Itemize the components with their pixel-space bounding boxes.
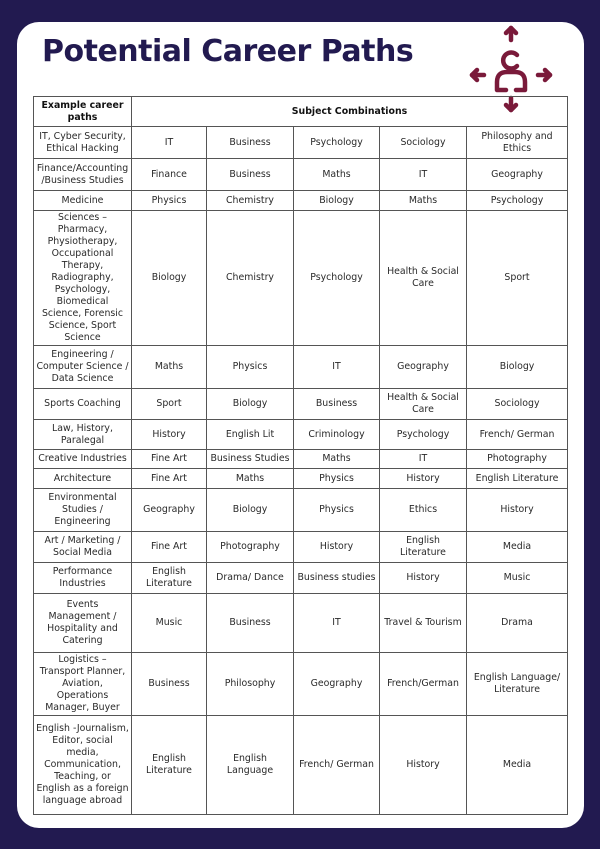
subject-cell: Physics — [294, 489, 380, 532]
subject-cell: English Language — [207, 716, 294, 815]
subject-cell: History — [380, 469, 467, 489]
table-row — [34, 346, 568, 389]
subject-cell: English Lit — [207, 420, 294, 450]
table-row — [34, 420, 568, 450]
table-row — [34, 127, 568, 159]
subject-cell: Sociology — [380, 127, 467, 159]
subject-cell: Geography — [294, 653, 380, 716]
subject-cell: Maths — [294, 159, 380, 191]
subject-cell: Drama — [467, 594, 568, 653]
header-subject-combinations: Subject Combinations — [132, 97, 568, 127]
table-row — [34, 159, 568, 191]
subject-cell: Travel & Tourism — [380, 594, 467, 653]
subject-cell: Business — [207, 127, 294, 159]
subject-cell: Maths — [207, 469, 294, 489]
subject-cell: Photography — [467, 450, 568, 469]
subject-cell: Chemistry — [207, 191, 294, 211]
subject-cell: Finance — [132, 159, 207, 191]
career-path-cell: IT, Cyber Security, Ethical Hacking — [34, 127, 132, 159]
career-subjects-table — [33, 96, 568, 815]
subject-cell: Media — [467, 532, 568, 563]
table-row — [34, 653, 568, 716]
subject-cell: IT — [132, 127, 207, 159]
subject-cell: Biology — [132, 211, 207, 346]
subject-cell: Maths — [132, 346, 207, 389]
subject-cell: Business studies — [294, 563, 380, 594]
subject-cell: Drama/ Dance — [207, 563, 294, 594]
subject-cell: Media — [467, 716, 568, 815]
header-career-paths: Example career paths — [34, 97, 132, 127]
subject-cell: Ethics — [380, 489, 467, 532]
subject-cell: Biology — [207, 389, 294, 420]
subject-cell: Geography — [380, 346, 467, 389]
career-path-cell: Environmental Studies / Engineering — [34, 489, 132, 532]
career-path-cell: English -Journalism, Editor, social media, Communication, Teaching, or English as a foreign language abroad — [34, 716, 132, 815]
table-row — [34, 532, 568, 563]
subject-cell: Physics — [294, 469, 380, 489]
subject-cell: English Literature — [380, 532, 467, 563]
subject-cell: Business Studies — [207, 450, 294, 469]
subject-cell: Health & Social Care — [380, 211, 467, 346]
subject-cell: History — [380, 563, 467, 594]
subject-cell: Health & Social Care — [380, 389, 467, 420]
table-row — [34, 716, 568, 815]
table-row — [34, 450, 568, 469]
subject-cell: Philosophy and Ethics — [467, 127, 568, 159]
subject-cell: Fine Art — [132, 469, 207, 489]
subject-cell: Fine Art — [132, 532, 207, 563]
career-path-cell: Architecture — [34, 469, 132, 489]
subject-cell: History — [380, 716, 467, 815]
table-header-row — [34, 97, 568, 127]
table-row — [34, 389, 568, 420]
career-path-cell: Art / Marketing / Social Media — [34, 532, 132, 563]
subject-cell: Geography — [467, 159, 568, 191]
subject-cell: IT — [380, 450, 467, 469]
subject-cell: Business — [207, 159, 294, 191]
subject-cell: Psychology — [380, 420, 467, 450]
subject-cell: History — [294, 532, 380, 563]
table-row — [34, 489, 568, 532]
subject-cell: English Literature — [467, 469, 568, 489]
subject-cell: French/German — [380, 653, 467, 716]
subject-cell: Fine Art — [132, 450, 207, 469]
career-path-cell: Performance Industries — [34, 563, 132, 594]
subject-cell: Maths — [380, 191, 467, 211]
subject-cell: Geography — [132, 489, 207, 532]
career-path-cell: Engineering / Computer Science / Data Science — [34, 346, 132, 389]
subject-cell: Psychology — [467, 191, 568, 211]
subject-cell: IT — [294, 346, 380, 389]
subject-cell: Biology — [467, 346, 568, 389]
subject-cell: English Literature — [132, 716, 207, 815]
subject-cell: Biology — [294, 191, 380, 211]
career-path-cell: Sciences – Pharmacy, Physiotherapy, Occupational Therapy, Radiography, Psychology, Biomedical Science, Forensic Science, Sport Science — [34, 211, 132, 346]
subject-cell: Biology — [207, 489, 294, 532]
subject-cell: Criminology — [294, 420, 380, 450]
subject-cell: Physics — [132, 191, 207, 211]
table-row — [34, 211, 568, 346]
subject-cell: Chemistry — [207, 211, 294, 346]
subject-cell: History — [467, 489, 568, 532]
page-title: Potential Career Paths — [42, 34, 414, 69]
subject-cell: Business — [207, 594, 294, 653]
subject-cell: Sociology — [467, 389, 568, 420]
subject-cell: Business — [132, 653, 207, 716]
career-path-cell: Logistics – Transport Planner, Aviation, Operations Manager, Buyer — [34, 653, 132, 716]
subject-cell: Music — [467, 563, 568, 594]
table-row — [34, 191, 568, 211]
subject-cell: Music — [132, 594, 207, 653]
subject-cell: Maths — [294, 450, 380, 469]
career-path-cell: Finance/Accounting /Business Studies — [34, 159, 132, 191]
subject-cell: Sport — [467, 211, 568, 346]
subject-cell: Philosophy — [207, 653, 294, 716]
subject-cell: IT — [380, 159, 467, 191]
subject-cell: Photography — [207, 532, 294, 563]
career-path-cell: Medicine — [34, 191, 132, 211]
subject-cell: Business — [294, 389, 380, 420]
subject-cell: English Literature — [132, 563, 207, 594]
career-path-cell: Creative Industries — [34, 450, 132, 469]
table-row — [34, 563, 568, 594]
career-path-cell: Law, History, Paralegal — [34, 420, 132, 450]
subject-cell: Psychology — [294, 211, 380, 346]
subject-cell: Physics — [207, 346, 294, 389]
subject-cell: Psychology — [294, 127, 380, 159]
career-path-cell: Events Management / Hospitality and Catering — [34, 594, 132, 653]
subject-cell: French/ German — [294, 716, 380, 815]
subject-cell: French/ German — [467, 420, 568, 450]
subject-cell: History — [132, 420, 207, 450]
table-row — [34, 469, 568, 489]
subject-cell: English Language/ Literature — [467, 653, 568, 716]
table-row — [34, 594, 568, 653]
subject-cell: IT — [294, 594, 380, 653]
subject-cell: Sport — [132, 389, 207, 420]
career-path-cell: Sports Coaching — [34, 389, 132, 420]
